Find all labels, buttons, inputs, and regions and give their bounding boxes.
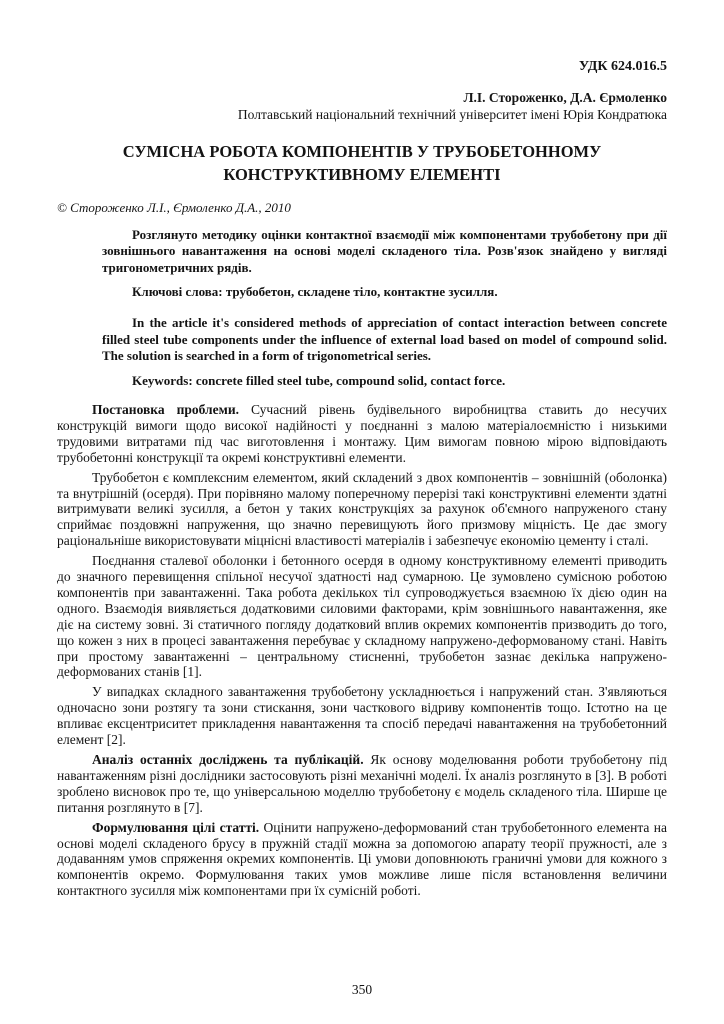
paragraph-text: Як основу моделювання роботи трубобетону під навантаженням різні дослідники застосовують різні механічні моделі. Їх аналіз розглянуто в [3]. В роботі зроблено висновок про те, що універсальною моделлю трубобетону є модель складеного тіла. Ширше це питання розглянуто в [7]. [57, 752, 667, 815]
paragraph-text: У випадках складного завантаження трубобетону ускладнюється і напружений стан. З'являються одночасно зони розтягу та зони стискання, зони часткового відриву компонентів тощо. Істотно на це впливає ексцентриситет прикладення навантаження та спосіб передачі навантаження на трубобетонний елемент [2]. [57, 684, 667, 748]
paragraph-problem-statement [57, 402, 667, 466]
paragraph [57, 470, 667, 550]
authors-line: Л.І. Стороженко, Д.А. Єрмоленко [463, 89, 667, 105]
paragraph-lead: Постановка проблеми. [92, 401, 239, 417]
paragraph-lead: Формулювання цілі статті. [92, 819, 260, 835]
paragraph-text: Трубобетон є комплексним елементом, який складений з двох компонентів – зовнішній (оболонка) та внутрішній (осердя). При порівняно малому поперечному перерізі такі конструктивні елементи здатні витримувати великі зусилля, а бетон у таких конструкціях за рахунок об'ємного напруженого стану сприймає поздовжні напруження, що значно перевищують його призмову міцність. Це дає змогу раціональніше використовувати міцнісні властивості матеріалів і забезпечує економію цементу і сталі. [57, 469, 667, 549]
paragraph-analysis [57, 752, 667, 816]
paragraph [57, 684, 667, 748]
keywords-uk: Ключові слова: трубобетон, складене тіло, контактне зусилля. [132, 284, 498, 300]
affiliation-line: Полтавський національний технічний університет імені Юрія Кондратюка [237, 107, 667, 123]
page-number: 350 [351, 982, 373, 997]
keywords-en: Keywords: concrete filled steel tube, compound solid, contact force. [132, 372, 506, 388]
article-body [57, 402, 667, 899]
paragraph-lead: Аналіз останніх досліджень та публікацій. [92, 752, 364, 767]
article-title: СУМІСНА РОБОТА КОМПОНЕНТІВ У ТРУБОБЕТОННОМУ КОНСТРУКТИВНОМУ ЕЛЕМЕНТІ [122, 142, 602, 184]
udc-code: УДК 624.016.5 [578, 59, 667, 74]
paragraph [57, 553, 667, 680]
paragraph-text: Поєднання сталевої оболонки і бетонного осердя в одному конструктивному елементі приводить до значного перевищення спільної несучої здатності над сумарною. Це зумовлено сумісною роботою компонентів при завантаженні. Така робота декількох тіл супроводжується взаємною їх дією один на одного. Взаємодія виявляється додатковими силовими факторами, крім зовнішнього навантаження, яке діє на систему зовні. Зі статичного погляду додатковий вплив окремих компонентів призводить до того, що кожен з них в процесі завантаження перебуває у складному напружено-деформованому стані. Навіть при простому завантаженні – центральному стисненні, трубобетон зазнає декілька напружено-деформованих станів [1]. [57, 553, 667, 680]
copyright-line: © Стороженко Л.І., Єрмоленко Д.А., 2010 [57, 199, 291, 215]
paragraph-goal [57, 820, 667, 900]
abstract-uk: Розглянуто методику оцінки контактної взаємодії між компонентами трубобетону при дії зовнішнього навантаження на основі моделі складеного тіла. Розв'язок знайдено у вигляді тригонометричних рядів. [102, 226, 667, 275]
abstract-en: In the article it's considered methods of appreciation of contact interaction between concrete filled steel tube components under the influence of external load based on model of compound solid. The solution is searched in a form of trigonometrical series. [102, 315, 667, 364]
abstract-block [102, 227, 667, 389]
paragraph-text: Сучасний рівень будівельного виробництва ставить до несучих конструкцій вимоги щодо високої надійності у поєднанні з малою матеріалоємністю і низькими трудовими витратами під час виготовлення і монтажу. Цим вимогам повною мірою відповідають трубобетонні конструкції та окремі конструктивні елементи. [57, 401, 667, 465]
article-header [57, 58, 667, 123]
paragraph-text: Оцінити напружено-деформований стан трубобетонного елемента на основі моделі складеного брусу в пружній стадії можна за допомогою апарату теорії пружності, але з додаванням умов спряження окремих компонентів. Ці умови доповнюють граничні умови для кожного з компонентів окремо. Формулювання таких умов можливе лише після встановлення величини контактного зусилля між компонентами при їх сумісній роботі. [57, 819, 667, 899]
